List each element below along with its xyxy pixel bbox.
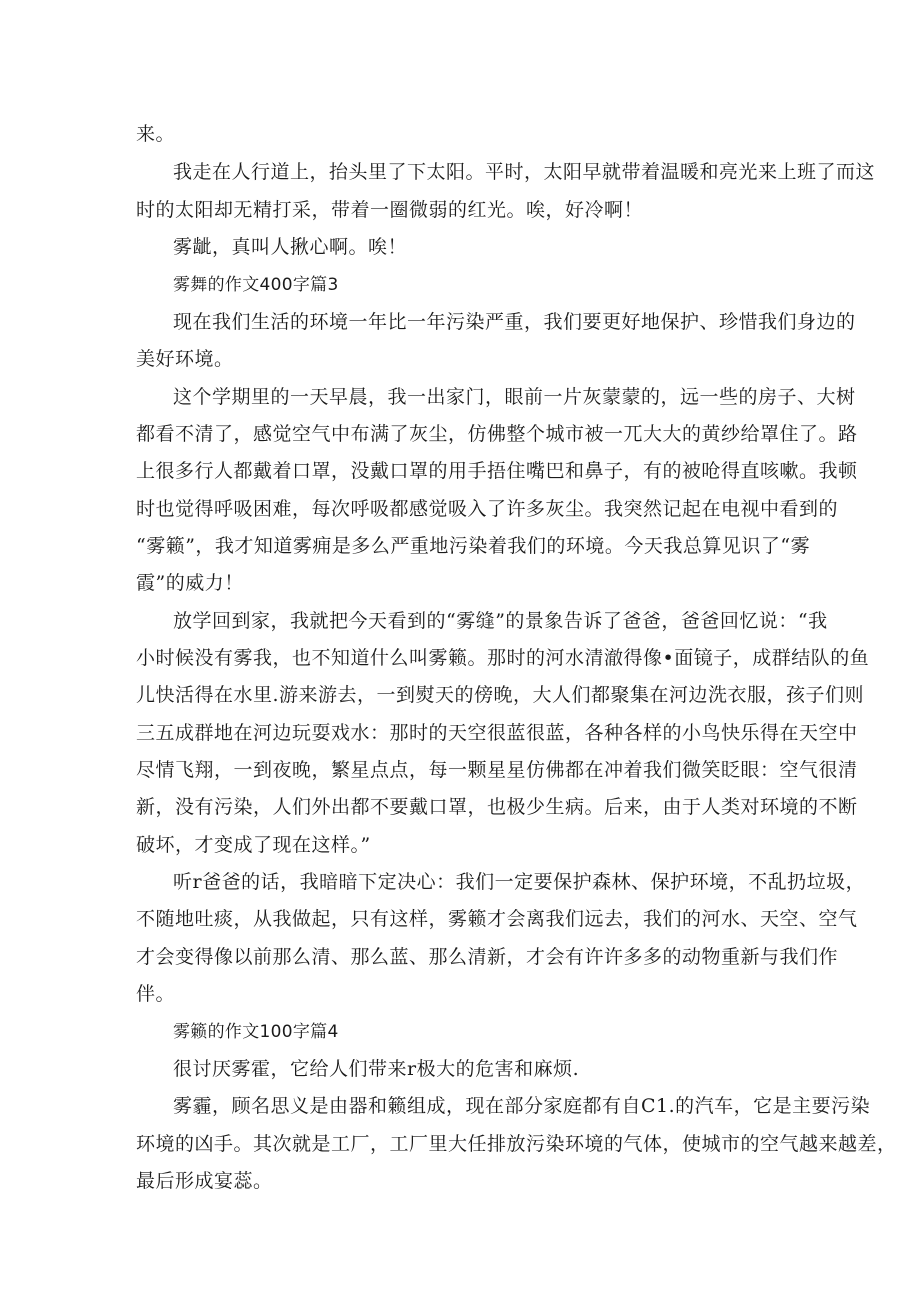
text-line: 尽情飞翔，一到夜晚，繁星点点，每一颗星星仿佛都在冲着我们微笑眨眼：空气很清 xyxy=(136,759,858,781)
text-line: 伴。 xyxy=(136,983,176,1005)
text-line: 我走在人行道上，抬头里了下太阳。平时，太阳早就带着温暖和亮光来上班了而这 xyxy=(173,161,876,183)
text-line: 雾霾，顾名思义是由器和籁组成，现在部分家庭都有自C1.的汽车，它是主要污染 xyxy=(173,1095,871,1117)
section-heading: 雾籁的作文100字篇4 xyxy=(173,1022,339,1042)
text-line: 雾龇，真叫人揪心啊。唉！ xyxy=(173,236,408,258)
text-line: 儿快活得在水里.游来游去，一到熨天的傍晚，大人们都聚集在河边洗衣服，孩子们则 xyxy=(136,684,865,706)
text-line: 很讨厌雾霍，它给人们带来r极大的危害和麻烦. xyxy=(173,1058,580,1080)
text-line: 最后形成宴蕊。 xyxy=(136,1170,273,1192)
text-line: “雾籁”，我才知道雾痈是多么严重地污染着我们的环境。今天我总算见识了“雾 xyxy=(136,535,811,557)
text-line: 才会变得像以前那么清、那么蓝、那么清新，才会有许许多多的动物重新与我们作 xyxy=(136,946,839,968)
text-line: 放学回到家，我就把今天看到的“雾缝”的景象告诉了爸爸，爸爸回忆说：“我 xyxy=(173,610,828,632)
text-line: 小时候没有雾我，也不知道什么叫雾籁。那时的河水清澈得像•面镜子，成群结队的鱼 xyxy=(136,647,870,669)
text-line: 环境的凶手。其次就是工厂，工厂里大任排放污染环境的气体，使城市的空气越来越差， xyxy=(136,1133,897,1155)
text-line: 现在我们生活的环境一年比一年污染严重，我们要更好地保护、珍惜我们身边的 xyxy=(173,311,856,333)
text-line: 三五成群地在河边玩耍戏水：那时的天空很蓝很蓝，各种各样的小鸟快乐得在天空中 xyxy=(136,722,858,744)
text-line: 听r爸爸的话，我暗暗下定决心：我们一定要保护森林、保护环境，不乱扔垃圾， xyxy=(173,871,866,893)
text-line: 来。 xyxy=(136,123,176,145)
text-line: 时也觉得呼吸困难，每次呼吸都感觉吸入了许多灰尘。我突然记起在电视中看到的 xyxy=(136,498,839,520)
text-line: 时的太阳却无精打采，带着一圈微弱的红光。唉，好冷啊！ xyxy=(136,199,644,221)
text-line: 美好环境。 xyxy=(136,348,234,370)
text-line: 都看不清了，感觉空气中布满了灰尘，仿佛整个城市被一兀大大的黄纱给罩住了。路 xyxy=(136,423,858,445)
text-line: 破坏，才变成了现在这样。” xyxy=(136,834,371,856)
text-line: 霞”的威力！ xyxy=(136,572,244,594)
section-heading: 雾舞的作文400字篇3 xyxy=(173,275,339,295)
text-line: 这个学期里的一天早晨，我一出家门，眼前一片灰蒙蒙的，远一些的房子、大树 xyxy=(173,386,856,408)
text-line: 不随地吐痰，从我做起，只有这样，雾籁才会离我们远去，我们的河水、天空、空气 xyxy=(136,908,858,930)
text-line: 上很多行人都戴着口罩，没戴口罩的用手捂住嘴巴和鼻子，有的被呛得直咳嗽。我顿 xyxy=(136,460,858,482)
text-line: 新，没有污染，人们外出都不要戴口罩，也极少生病。后来，由于人类对环境的不断 xyxy=(136,796,858,818)
